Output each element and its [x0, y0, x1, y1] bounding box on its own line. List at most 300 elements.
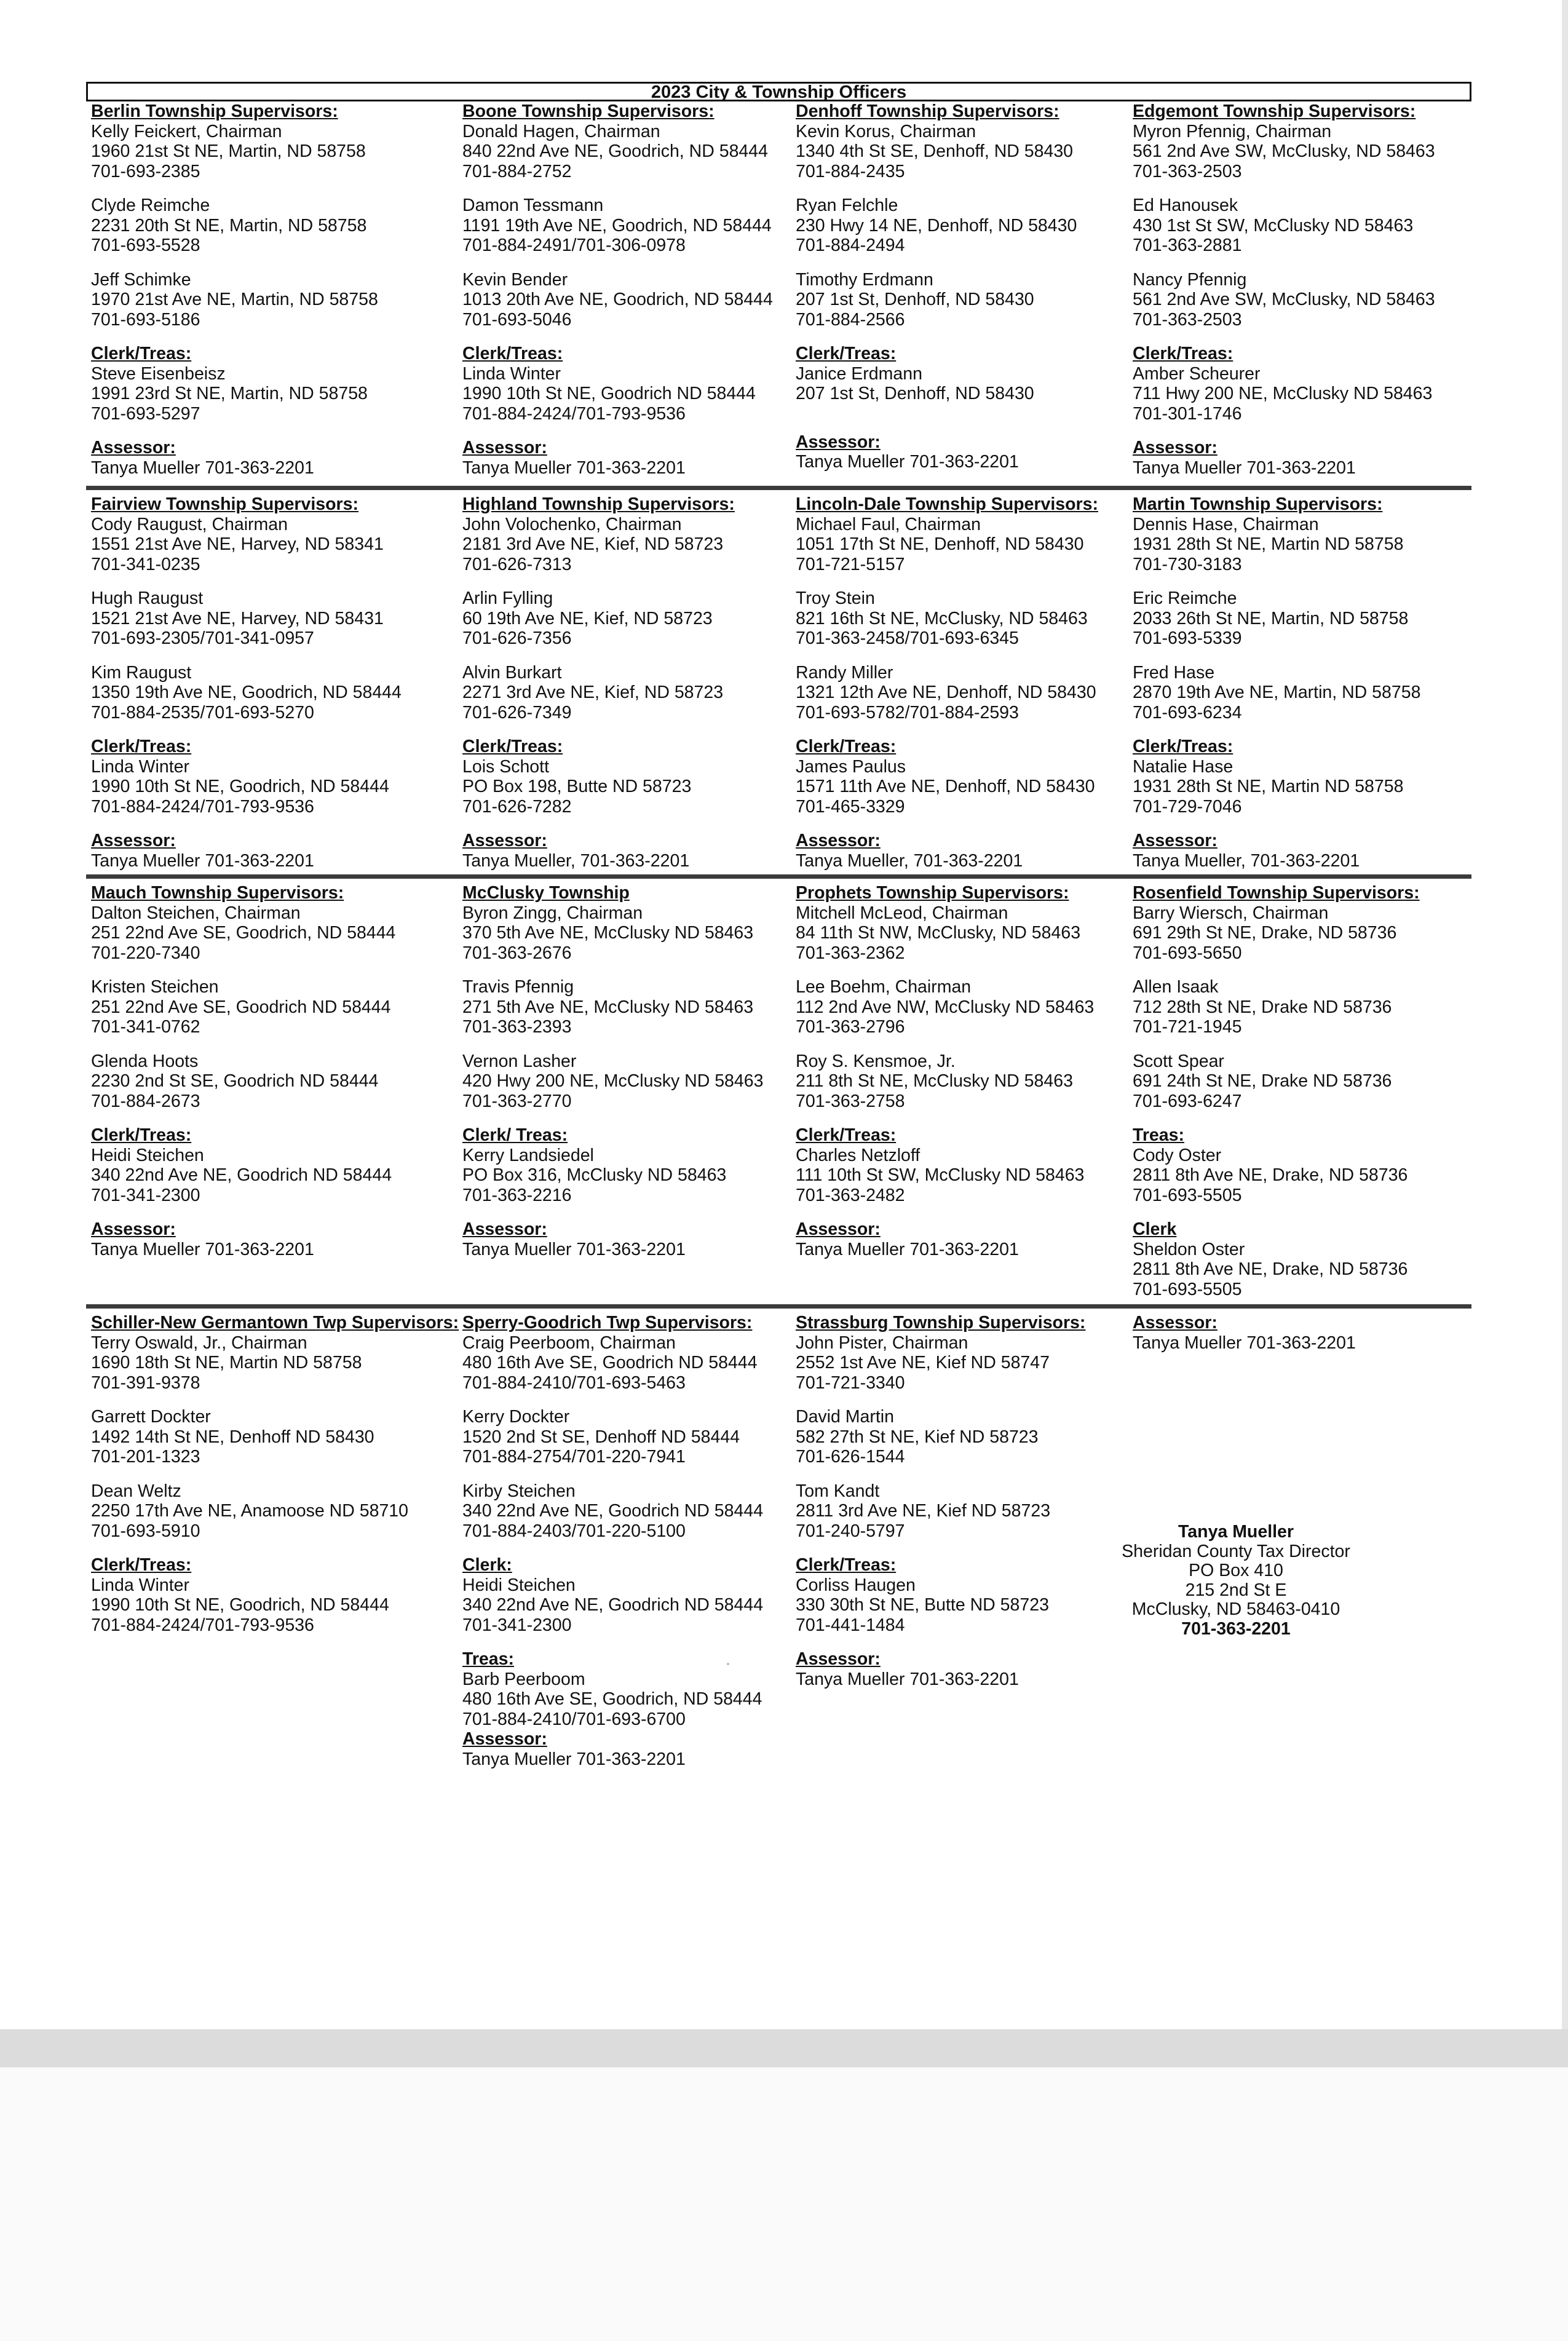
officer-line: 840 22nd Ave NE, Goodrich, ND 58444	[462, 141, 768, 161]
officer-line: 701-884-2673	[91, 1091, 200, 1111]
director-phone: 701-363-2201	[1181, 1618, 1291, 1639]
officer-line: Eric Reimche	[1133, 588, 1237, 608]
officer-line: 701-693-6234	[1133, 702, 1242, 723]
officer-line: 701-363-2362	[796, 943, 905, 963]
spacer	[1133, 649, 1465, 663]
spacer	[1133, 574, 1465, 588]
township-block	[462, 1313, 794, 1769]
clerk-line: 701-884-2424/701-793-9536	[91, 796, 314, 817]
clerk-line: 701-693-5297	[91, 403, 200, 424]
township-heading: Rosenfield Township Supervisors:	[1133, 883, 1420, 903]
officer-line: Kerry Dockter	[462, 1407, 570, 1427]
officer-line: 1492 14th St NE, Denhoff ND 58430	[91, 1427, 374, 1447]
officer-line: Travis Pfennig	[462, 977, 574, 997]
clerk-line: Kerry Landsiedel	[462, 1145, 594, 1165]
assessor-line: Tanya Mueller, 701-363-2201	[1133, 850, 1360, 871]
assessor-line: Barb Peerboom	[462, 1669, 585, 1689]
officer-line: 701-884-2535/701-693-5270	[91, 702, 314, 723]
officer-line: 701-693-5046	[462, 309, 572, 330]
spacer	[796, 1393, 1128, 1407]
spacer	[1133, 181, 1465, 196]
officer-line: 712 28th St NE, Drake ND 58736	[1133, 997, 1392, 1017]
assessor-line: Tanya Mueller 701-363-2201	[1133, 458, 1356, 478]
officer-line: Timothy Erdmann	[796, 269, 933, 290]
assessor-line: Tanya Mueller 701-363-2201	[796, 452, 1019, 472]
officer-line: Randy Miller	[796, 662, 893, 683]
officer-line: 691 24th St NE, Drake ND 58736	[1133, 1071, 1392, 1091]
officer-line: 1960 21st St NE, Martin, ND 58758	[91, 141, 366, 161]
officer-line: 2271 3rd Ave NE, Kief, ND 58723	[462, 683, 724, 702]
spacer	[796, 404, 1128, 418]
officer-line: Jeff Schimke	[91, 269, 191, 290]
officer-line: Kevin Korus, Chairman	[796, 121, 976, 141]
assessor-heading: Assessor:	[796, 1649, 881, 1669]
officer-line: 701-363-2503	[1133, 309, 1242, 330]
spacer	[796, 1635, 1128, 1649]
clerk-heading: Clerk/Treas:	[796, 1555, 897, 1575]
officer-line: 1520 2nd St SE, Denhoff ND 58444	[462, 1427, 740, 1447]
officer-line: 2181 3rd Ave NE, Kief, ND 58723	[462, 534, 724, 554]
officer-line: Damon Tessmann	[462, 196, 604, 215]
clerk-line: 711 Hwy 200 NE, McClusky ND 58463	[1133, 384, 1433, 403]
officer-line: Alvin Burkart	[462, 662, 562, 683]
assessor-heading: Clerk	[1133, 1219, 1177, 1239]
officer-line: Ed Hanousek	[1133, 196, 1238, 215]
officer-line: Dennis Hase, Chairman	[1133, 514, 1319, 534]
spacer	[796, 649, 1128, 663]
clerk-line: 701-301-1746	[1133, 403, 1242, 424]
spacer	[796, 418, 1128, 432]
township-block	[462, 494, 794, 871]
spacer	[91, 963, 423, 977]
township-heading: Fairview Township Supervisors:	[91, 494, 358, 514]
township-block	[462, 101, 794, 478]
officer-line: Dean Weltz	[91, 1481, 181, 1501]
officer-line: 701-341-0235	[91, 554, 200, 574]
officer-line: 701-693-5650	[1133, 943, 1242, 963]
township-heading: Prophets Township Supervisors:	[796, 883, 1069, 903]
spacer	[796, 256, 1128, 270]
township-block	[91, 883, 423, 1259]
spacer	[796, 723, 1128, 737]
officer-line: 2231 20th St NE, Martin, ND 58758	[91, 215, 367, 236]
spacer	[91, 1393, 423, 1407]
officer-line: 701-693-2385	[91, 161, 200, 181]
officer-line: 701-240-5797	[796, 1521, 905, 1541]
officer-line: 1191 19th Ave NE, Goodrich, ND 58444	[462, 215, 772, 236]
officer-line: David Martin	[796, 1407, 894, 1427]
township-block	[796, 1313, 1128, 1689]
officer-line: 701-884-2491/701-306-0978	[462, 236, 686, 255]
clerk-heading: Treas:	[1133, 1125, 1184, 1145]
officer-line: Vernon Lasher	[462, 1051, 577, 1071]
spacer	[462, 1541, 794, 1555]
clerk-line: 701-626-7282	[462, 796, 572, 817]
officer-line: Glenda Hoots	[91, 1051, 199, 1071]
clerk-line: 330 30th St NE, Butte ND 58723	[796, 1595, 1049, 1615]
officer-line: 701-626-7356	[462, 628, 572, 648]
assessor-heading: Treas:	[462, 1649, 514, 1669]
officer-line: Mitchell McLeod, Chairman	[796, 903, 1008, 923]
officer-line: 701-884-2435	[796, 161, 905, 181]
spacer	[796, 330, 1128, 344]
officer-line: 701-363-2458/701-693-6345	[796, 628, 1019, 648]
officer-line: 701-363-2796	[796, 1017, 905, 1037]
spacer	[462, 1467, 794, 1481]
clerk-heading: Clerk/Treas:	[91, 1555, 192, 1575]
officer-line: 701-693-5782/701-884-2593	[796, 702, 1019, 723]
clerk-line: Linda Winter	[462, 363, 561, 384]
assessor-heading: Assessor:	[1133, 831, 1218, 850]
spacer	[91, 1541, 423, 1555]
clerk-line: PO Box 198, Butte ND 58723	[462, 777, 692, 796]
township-heading: Denhoff Township Supervisors:	[796, 101, 1059, 121]
clerk-line: 1990 10th St NE, Goodrich, ND 58444	[91, 777, 389, 796]
clerk-line: James Paulus	[796, 756, 906, 777]
officer-line: 691 29th St NE, Drake, ND 58736	[1133, 923, 1397, 943]
township-block	[91, 494, 423, 871]
officer-line: 370 5th Ave NE, McClusky ND 58463	[462, 923, 754, 943]
clerk-line: Lois Schott	[462, 756, 549, 777]
township-heading: Lincoln-Dale Township Supervisors:	[796, 494, 1098, 514]
officer-line: 582 27th St NE, Kief ND 58723	[796, 1427, 1039, 1447]
clerk-line: 340 22nd Ave NE, Goodrich ND 58444	[91, 1165, 392, 1185]
director-po-box: PO Box 410	[1189, 1561, 1283, 1580]
spacer	[1133, 1205, 1465, 1219]
officer-line: 701-363-2503	[1133, 161, 1242, 181]
assessor-line: Tanya Mueller 701-363-2201	[462, 1749, 686, 1769]
scan-bottom-band	[0, 2029, 1568, 2067]
spacer	[462, 723, 794, 737]
assessor-heading: Assessor:	[1133, 438, 1218, 458]
assessor-line: Tanya Mueller 701-363-2201	[91, 458, 314, 478]
officer-line: 701-626-1544	[796, 1447, 905, 1467]
officer-line: 701-884-2403/701-220-5100	[462, 1521, 686, 1541]
clerk-heading: Clerk/Treas:	[1133, 344, 1233, 363]
officer-line: 1051 17th St NE, Denhoff, ND 58430	[796, 534, 1084, 554]
clerk-line: Linda Winter	[91, 1575, 189, 1595]
assessor-line: 2811 8th Ave NE, Drake, ND 58736	[1133, 1259, 1408, 1279]
officer-line: 1340 4th St SE, Denhoff, ND 58430	[796, 141, 1074, 161]
clerk-heading: Clerk/Treas:	[1133, 737, 1233, 756]
officer-line: 701-884-2494	[796, 236, 905, 255]
assessor-line: Tanya Mueller 701-363-2201	[91, 1239, 314, 1259]
clerk-line: 701-341-2300	[91, 1185, 200, 1205]
clerk-line: 701-363-2216	[462, 1185, 572, 1205]
officer-line: 701-693-2305/701-341-0957	[91, 628, 314, 648]
officer-line: 561 2nd Ave SW, McClusky, ND 58463	[1133, 290, 1435, 309]
officer-line: 821 16th St NE, McClusky, ND 58463	[796, 608, 1088, 628]
township-heading: McClusky Township	[462, 883, 630, 903]
spacer	[91, 1205, 423, 1219]
officer-line: 251 22nd Ave SE, Goodrich, ND 58444	[91, 923, 396, 943]
assessor-line: Tanya Mueller 701-363-2201	[462, 458, 686, 478]
assessor-line: Tanya Mueller 701-363-2201	[796, 1239, 1019, 1259]
clerk-line: Natalie Hase	[1133, 756, 1233, 777]
officer-line: 701-884-2410/701-693-5463	[462, 1373, 686, 1393]
officer-line: 420 Hwy 200 NE, McClusky ND 58463	[462, 1071, 764, 1091]
section-divider	[86, 874, 1471, 879]
officer-line: Kirby Steichen	[462, 1481, 576, 1501]
spacer	[91, 817, 423, 831]
officer-line: Clyde Reimche	[91, 196, 210, 215]
officer-line: 112 2nd Ave NW, McClusky ND 58463	[796, 997, 1095, 1017]
officer-line: 1013 20th Ave NE, Goodrich, ND 58444	[462, 290, 773, 309]
officer-line: 701-693-5339	[1133, 628, 1242, 648]
assessor-heading: Assessor:	[91, 831, 176, 850]
officer-line: Tanya Mueller 701-363-2201	[1133, 1333, 1356, 1353]
township-heading: Assessor:	[1133, 1313, 1218, 1333]
spacer	[462, 1205, 794, 1219]
clerk-line: 1990 10th St NE, Goodrich ND 58444	[462, 384, 756, 403]
clerk-heading: Clerk/Treas:	[91, 344, 192, 363]
officer-line: 701-363-2881	[1133, 236, 1242, 255]
spacer	[1133, 963, 1465, 977]
assessor-line: Tanya Mueller 701-363-2201	[462, 1239, 686, 1259]
officer-line: Lee Boehm, Chairman	[796, 977, 972, 997]
officer-line: 701-363-2758	[796, 1091, 905, 1111]
clerk-heading: Clerk/Treas:	[462, 737, 563, 756]
assessor-line: Tanya Mueller, 701-363-2201	[462, 850, 690, 871]
officer-line: Myron Pfennig, Chairman	[1133, 121, 1332, 141]
clerk-line: Amber Scheurer	[1133, 363, 1261, 384]
officer-line: 701-626-7349	[462, 702, 572, 723]
township-block	[91, 101, 423, 478]
township-block	[1133, 883, 1465, 1299]
clerk-line: 701-465-3329	[796, 796, 905, 817]
officer-line: Barry Wiersch, Chairman	[1133, 903, 1329, 923]
officer-line: 1970 21st Ave NE, Martin, ND 58758	[91, 290, 378, 309]
clerk-heading: Clerk/Treas:	[91, 1125, 192, 1145]
assessor-line: Tanya Mueller 701-363-2201	[796, 1669, 1019, 1689]
spacer	[462, 1393, 794, 1407]
officer-line: 1521 21st Ave NE, Harvey, ND 58431	[91, 608, 384, 628]
spacer	[462, 424, 794, 438]
officer-line: 701-363-2393	[462, 1017, 572, 1037]
clerk-line: Steve Eisenbeisz	[91, 363, 226, 384]
officer-line: 271 5th Ave NE, McClusky ND 58463	[462, 997, 754, 1017]
clerk-line: 701-441-1484	[796, 1615, 905, 1635]
spacer	[91, 723, 423, 737]
spacer	[796, 1467, 1128, 1481]
assessor-line: Sheldon Oster	[1133, 1239, 1245, 1259]
clerk-line: 701-884-2424/701-793-9536	[462, 403, 686, 424]
officer-line: John Volochenko, Chairman	[462, 514, 682, 534]
spacer	[91, 330, 423, 344]
clerk-heading: Clerk/Treas:	[91, 737, 192, 756]
township-block	[91, 1313, 459, 1635]
clerk-heading: Clerk/Treas:	[796, 737, 897, 756]
clerk-line: 701-729-7046	[1133, 796, 1242, 817]
officer-line: Cody Raugust, Chairman	[91, 514, 288, 534]
clerk-line: 701-693-5505	[1133, 1185, 1242, 1205]
officer-line: John Pister, Chairman	[796, 1333, 968, 1353]
clerk-heading: Clerk/ Treas:	[462, 1125, 568, 1145]
officer-line: 701-391-9378	[91, 1373, 200, 1393]
officer-line: Tom Kandt	[796, 1481, 880, 1501]
officer-line: 701-884-2566	[796, 309, 905, 330]
tax-director-contact	[1119, 1523, 1353, 1639]
officer-line: Allen Isaak	[1133, 977, 1219, 997]
spacer	[462, 1635, 794, 1649]
spacer	[796, 1541, 1128, 1555]
spacer	[462, 649, 794, 663]
clerk-line: Heidi Steichen	[462, 1575, 576, 1595]
officer-line: 2230 2nd St SE, Goodrich ND 58444	[91, 1071, 379, 1091]
director-city: McClusky, ND 58463-0410	[1131, 1599, 1340, 1619]
clerk-line: 207 1st St, Denhoff, ND 58430	[796, 384, 1034, 403]
spacer	[462, 181, 794, 196]
township-block	[796, 101, 1128, 472]
officer-line: Dalton Steichen, Chairman	[91, 903, 301, 923]
officer-line: 701-730-3183	[1133, 554, 1242, 574]
spacer	[796, 817, 1128, 831]
township-heading: Sperry-Goodrich Twp Supervisors:	[462, 1313, 753, 1333]
assessor-heading: Assessor:	[462, 1729, 547, 1749]
spacer	[1133, 723, 1465, 737]
spacer	[796, 1205, 1128, 1219]
township-heading: Schiller-New Germantown Twp Supervisors:	[91, 1313, 459, 1333]
officer-line: Ryan Felchle	[796, 196, 898, 215]
township-heading: Boone Township Supervisors:	[462, 101, 715, 121]
township-block	[1133, 494, 1465, 871]
spacer	[1133, 424, 1465, 438]
officer-line: Byron Zingg, Chairman	[462, 903, 643, 923]
spacer	[91, 1467, 423, 1481]
clerk-line: Janice Erdmann	[796, 363, 922, 384]
officer-line: 211 8th St NE, McClusky ND 58463	[796, 1071, 1073, 1091]
clerk-line: 111 10th St SW, McClusky ND 58463	[796, 1165, 1085, 1185]
officer-line: 2552 1st Ave NE, Kief ND 58747	[796, 1353, 1050, 1373]
document-title: 2023 City & Township Officers	[651, 82, 907, 102]
spacer	[91, 649, 423, 663]
spacer	[1133, 1111, 1465, 1125]
spacer	[462, 574, 794, 588]
assessor-heading: Assessor:	[796, 432, 881, 452]
director-name: Tanya Mueller	[1178, 1522, 1294, 1542]
spacer	[796, 1111, 1128, 1125]
clerk-line: 701-363-2482	[796, 1185, 905, 1205]
officer-line: Nancy Pfennig	[1133, 269, 1247, 290]
officer-line: 251 22nd Ave SE, Goodrich ND 58444	[91, 997, 391, 1017]
spacer	[1133, 817, 1465, 831]
township-heading: Strassburg Township Supervisors:	[796, 1313, 1086, 1333]
officer-line: 701-884-2754/701-220-7941	[462, 1447, 686, 1467]
clerk-line: 340 22nd Ave NE, Goodrich ND 58444	[462, 1595, 764, 1615]
spacer	[1133, 1037, 1465, 1052]
spacer	[1133, 256, 1465, 270]
assessor-heading: Assessor:	[796, 831, 881, 850]
officer-line: 701-220-7340	[91, 943, 200, 963]
assessor-heading: Assessor:	[462, 1219, 547, 1239]
officer-line: 701-363-2676	[462, 943, 572, 963]
officer-line: 430 1st St SW, McClusky ND 58463	[1133, 215, 1414, 236]
township-heading: Berlin Township Supervisors:	[91, 101, 338, 121]
assessor-line: Tanya Mueller, 701-363-2201	[796, 850, 1023, 871]
clerk-line: Cody Oster	[1133, 1145, 1222, 1165]
spacer	[91, 424, 423, 438]
officer-line: Michael Faul, Chairman	[796, 514, 981, 534]
officer-line: Roy S. Kensmoe, Jr.	[796, 1051, 956, 1071]
assessor-heading: Assessor:	[462, 831, 547, 850]
spacer	[462, 256, 794, 270]
township-heading: Highland Township Supervisors:	[462, 494, 735, 514]
clerk-line: Charles Netzloff	[796, 1145, 921, 1165]
township-heading: Martin Township Supervisors:	[1133, 494, 1383, 514]
section-divider	[86, 486, 1471, 490]
officer-line: Craig Peerboom, Chairman	[462, 1333, 676, 1353]
officer-line: Fred Hase	[1133, 662, 1215, 683]
assessor-line: 701-693-5505	[1133, 1279, 1242, 1299]
assessor-heading: Assessor:	[91, 1219, 176, 1239]
clerk-heading: Clerk/Treas:	[796, 344, 897, 363]
officer-line: 1350 19th Ave NE, Goodrich, ND 58444	[91, 683, 402, 702]
officer-line: Kelly Feickert, Chairman	[91, 121, 282, 141]
director-street: 215 2nd St E	[1185, 1580, 1287, 1600]
spacer	[796, 963, 1128, 977]
scan-speck	[727, 1663, 729, 1665]
clerk-line: 701-341-2300	[462, 1615, 572, 1635]
officer-line: Arlin Fylling	[462, 588, 553, 608]
township-block	[1133, 101, 1465, 478]
officer-line: Hugh Raugust	[91, 588, 204, 608]
officer-line: 2811 3rd Ave NE, Kief ND 58723	[796, 1501, 1051, 1521]
assessor-heading: Assessor:	[91, 438, 176, 458]
spacer	[91, 181, 423, 196]
officer-line: Kristen Steichen	[91, 977, 219, 997]
officer-line: 230 Hwy 14 NE, Denhoff, ND 58430	[796, 215, 1077, 236]
section-divider	[86, 1304, 1471, 1309]
clerk-line: 1931 28th St NE, Martin ND 58758	[1133, 777, 1404, 796]
officer-line: Troy Stein	[796, 588, 875, 608]
clerk-line: 701-884-2424/701-793-9536	[91, 1615, 314, 1635]
spacer	[91, 256, 423, 270]
clerk-line: Linda Winter	[91, 756, 189, 777]
officer-line: 701-626-7313	[462, 554, 572, 574]
clerk-line: Corliss Haugen	[796, 1575, 916, 1595]
officer-line: 1690 18th St NE, Martin ND 58758	[91, 1353, 362, 1373]
clerk-line: 1990 10th St NE, Goodrich, ND 58444	[91, 1595, 389, 1615]
officer-line: 1931 28th St NE, Martin ND 58758	[1133, 534, 1404, 554]
officer-line: 701-721-5157	[796, 554, 905, 574]
clerk-line: 1571 11th Ave NE, Denhoff, ND 58430	[796, 777, 1095, 796]
township-block	[462, 883, 794, 1259]
clerk-heading: Clerk/Treas:	[462, 344, 563, 363]
spacer	[1133, 330, 1465, 344]
assessor-line: 701-884-2410/701-693-6700	[462, 1709, 686, 1729]
clerk-line: 1991 23rd St NE, Martin, ND 58758	[91, 384, 368, 403]
spacer	[91, 1111, 423, 1125]
officer-line: 701-721-1945	[1133, 1017, 1242, 1037]
spacer	[462, 1111, 794, 1125]
officer-line: 701-341-0762	[91, 1017, 200, 1037]
clerk-line: 2811 8th Ave NE, Drake, ND 58736	[1133, 1165, 1408, 1185]
officer-line: 701-693-5528	[91, 236, 200, 255]
assessor-heading: Assessor:	[796, 1219, 881, 1239]
officer-line: 2033 26th St NE, Martin, ND 58758	[1133, 608, 1409, 628]
officer-line: 701-363-2770	[462, 1091, 572, 1111]
spacer	[796, 181, 1128, 196]
township-block	[796, 883, 1128, 1259]
director-title: Sheridan County Tax Director	[1122, 1541, 1350, 1561]
officer-line: 84 11th St NW, McClusky, ND 58463	[796, 923, 1081, 943]
spacer	[462, 963, 794, 977]
spacer	[796, 574, 1128, 588]
assessor-line: 480 16th Ave SE, Goodrich, ND 58444	[462, 1689, 762, 1709]
officer-line: 207 1st St, Denhoff, ND 58430	[796, 290, 1034, 309]
assessor-heading: Assessor:	[462, 438, 547, 458]
officer-line: Garrett Dockter	[91, 1407, 211, 1427]
